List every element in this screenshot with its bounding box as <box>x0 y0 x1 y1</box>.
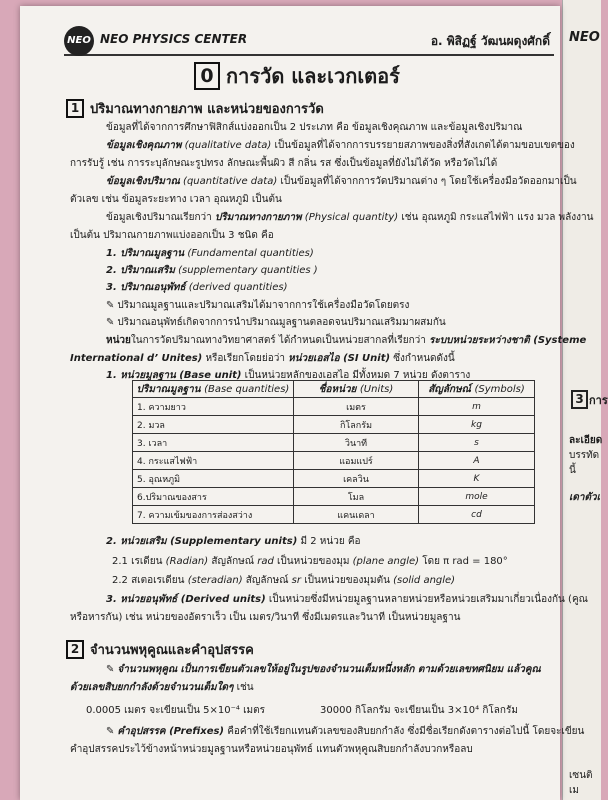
paragraph-line: International d’ Unites) หรือเรียกโดยย่อว่า หน่วยเอสไอ (SI Unit) ซึ่งกำหนดดังนี้ <box>70 353 455 364</box>
table-row: 2. มวล กิโลกรัม kg <box>133 416 535 434</box>
steradian-line: 2.2 สเตอเรเดียน (steradian) สัญลักษณ์ sr เป็นหน่วยของมุมตัน (solid angle) <box>112 575 456 586</box>
table-row: 7. ความเข้มของการส่องสว่าง แคนเดลา cd <box>133 506 535 524</box>
adjacent-section-number: 3 <box>571 390 588 409</box>
note-line: ✎ ปริมาณมูลฐานและปริมาณเสริมได้มาจากการใช้เครื่องมือวัดโดยตรง <box>106 300 410 311</box>
paragraph-line: ข้อมูลเชิงปริมาณ (quantitative data) เป็นข้อมูลที่ได้จากการวัดปริมาณต่าง ๆ โดยใช้เครื่องมือวัดออกมาเป็น <box>106 176 577 187</box>
radian-line: 2.1 เรเดียน (Radian) สัญลักษณ์ rad เป็นหน่วยของมุม (plane angle) โดย π rad = 180° <box>112 556 508 567</box>
chapter-number: 0 <box>194 62 220 90</box>
paragraph-line: คำอุปสรรคประไว้ข้างหน้าหน่วยมูลฐานหรือหน่วยอนุพัทธ์ แทนตัวพหุคูณสิบยกกำลังบวกหรือลบ <box>70 744 473 755</box>
adjacent-section-title: การ <box>589 394 608 407</box>
quantity-type-1: 1. ปริมาณมูลฐาน (Fundamental quantities) <box>106 248 314 259</box>
pencil-icon: ✎ <box>106 300 115 311</box>
neo-logo: NEO <box>64 26 94 56</box>
adjacent-text-3: เดาตัวเ <box>569 492 601 503</box>
table-row: 6.ปริมาณของสาร โมล mole <box>133 488 535 506</box>
pencil-icon: ✎ <box>106 664 115 675</box>
note-line: ✎ ปริมาณอนุพัทธ์เกิดจากการนำปริมาณมูลฐานตลอดจนปริมาณเสริมมาผสมกัน <box>106 317 446 328</box>
section-title: จำนวนพหุคูณและคำอุปสรรค <box>90 643 254 658</box>
paragraph-line: การรับรู้ เช่น การระบุลักษณะรูปทรง ลักษณะพื้นผิว สี กลิ่น รส ซึ่งเป็นข้อมูลที่ยังไม่ได้วัด หรือวัดไม่ได้ <box>70 158 498 169</box>
table-row: 4. กระแสไฟฟ้า แอมแปร์ A <box>133 452 535 470</box>
pencil-icon: ✎ <box>106 317 115 328</box>
chapter-heading <box>194 60 400 86</box>
section-number: 2 <box>66 640 84 659</box>
adjacent-page <box>562 0 608 800</box>
section-number: 1 <box>66 99 84 118</box>
column-header-quantity: ปริมาณมูลฐาน (Base quantities) <box>133 381 294 398</box>
page-header <box>64 30 554 56</box>
table-row: 3. เวลา วินาที s <box>133 434 535 452</box>
center-name: NEO PHYSICS CENTER <box>100 32 248 46</box>
column-header-symbol: สัญลักษณ์ (Symbols) <box>419 381 535 398</box>
example-line-2: 30000 กิโลกรัม จะเขียนเป็น 3×10⁴ กิโลกรัม <box>320 705 518 716</box>
derived-unit-heading: 3. หน่วยอนุพัทธ์ (Derived units) เป็นหน่วยซึ่งมีหน่วยมูลฐานหลายหน่วยหรือหน่วยเสริมมาเกี่ยวเนื่องกัน (คูณ <box>106 594 588 605</box>
paragraph-line: หรือหารกัน) เช่น หน่วยของอัตราเร็ว เป็น เมตร/วินาที ซึ่งมีเมตรและวินาที เป็นหน่วยมูลฐาน <box>70 612 461 623</box>
section-heading-1 <box>66 98 324 116</box>
base-unit-heading: 1. หน่วยมูลฐาน (Base unit) เป็นหน่วยหลักของเอสไอ มีทั้งหมด 7 หน่วย ดังตาราง <box>106 370 471 381</box>
paragraph-line: ข้อมูลเชิงปริมาณเรียกว่า ปริมาณทางกายภาพ (Physical quantity) เช่น อุณหภูมิ กระแสไฟฟ้า แรง มวล พลังงาน <box>106 212 594 223</box>
example-line-1: 0.0005 เมตร จะเขียนเป็น 5×10⁻⁴ เมตร <box>86 705 265 716</box>
quantity-type-3: 3. ปริมาณอนุพัทธ์ (derived quantities) <box>106 282 288 293</box>
adjacent-logo: NEO <box>569 30 600 45</box>
chapter-title: การวัด และเวกเตอร์ <box>226 64 400 88</box>
pencil-icon: ✎ <box>106 726 115 737</box>
paragraph-line: ข้อมูลที่ได้จากการศึกษาฟิสิกส์แบ่งออกเป็น 2 ประเภท คือ ข้อมูลเชิงคุณภาพ และข้อมูลเชิงปริมาณ <box>106 122 523 133</box>
table-header-row <box>133 381 535 398</box>
paragraph-line: ด้วยเลขสิบยกกำลังด้วยจำนวนเต็มใดๆ เช่น <box>70 682 254 693</box>
paragraph-line: หน่วยในการวัดปริมาณทางวิทยาศาสตร์ ได้กำหนดเป็นหน่วยสากลที่เรียกว่า ระบบหน่วยระหว่างชาติ (Systeme <box>106 335 587 346</box>
table-row: 1. ความยาว เมตร m <box>133 398 535 416</box>
adjacent-text-4: เซนติเม <box>569 770 593 796</box>
section-heading-2 <box>66 639 254 657</box>
quantity-type-2: 2. ปริมาณเสริม (supplementary quantities ) <box>106 265 318 276</box>
table-row: 5. อุณหภูมิ เคลวิน K <box>133 470 535 488</box>
paragraph-line: ตัวเลข เช่น ข้อมูลระยะทาง เวลา อุณหภูมิ เป็นต้น <box>70 194 282 205</box>
supplementary-unit-heading: 2. หน่วยเสริม (Supplementary units) มี 2 หน่วย คือ <box>106 536 361 547</box>
paragraph-line: ✎ คำอุปสรรค (Prefixes) คือคำที่ใช้เรียกแทนตัวเลขของสิบยกกำลัง ซึ่งมีชื่อเรียกดังตารางต่อไปนี้ โดยจะเขียน <box>106 726 585 737</box>
column-header-unit: ชื่อหน่วย (Units) <box>294 381 419 398</box>
section-title: ปริมาณทางกายภาพ และหน่วยของการวัด <box>90 102 324 117</box>
paragraph-line: เป็นต้น ปริมาณกายภาพแบ่งออกเป็น 3 ชนิด คือ <box>70 230 274 241</box>
adjacent-text-2: บรรทัดนี้ <box>569 450 600 476</box>
author-name: อ. พิสิฏฐ์ วัฒนผดุงศักดิ์ <box>430 34 550 48</box>
paragraph-line: ✎ จำนวนพหุคูณ เป็นการเขียนตัวเลขให้อยู่ในรูปของจำนวนเต็มหนึ่งหลัก ตามด้วยเลขทศนิยม แล้วคูณ <box>106 664 541 675</box>
base-units-table <box>132 380 535 524</box>
adjacent-text-1: ละเอียด <box>569 435 603 446</box>
paragraph-line: ข้อมูลเชิงคุณภาพ (qualitative data) เป็นข้อมูลที่ได้จากการบรรยายสภาพของสิ่งที่สังเกตได้ตามขอบเขตของ <box>106 140 575 151</box>
